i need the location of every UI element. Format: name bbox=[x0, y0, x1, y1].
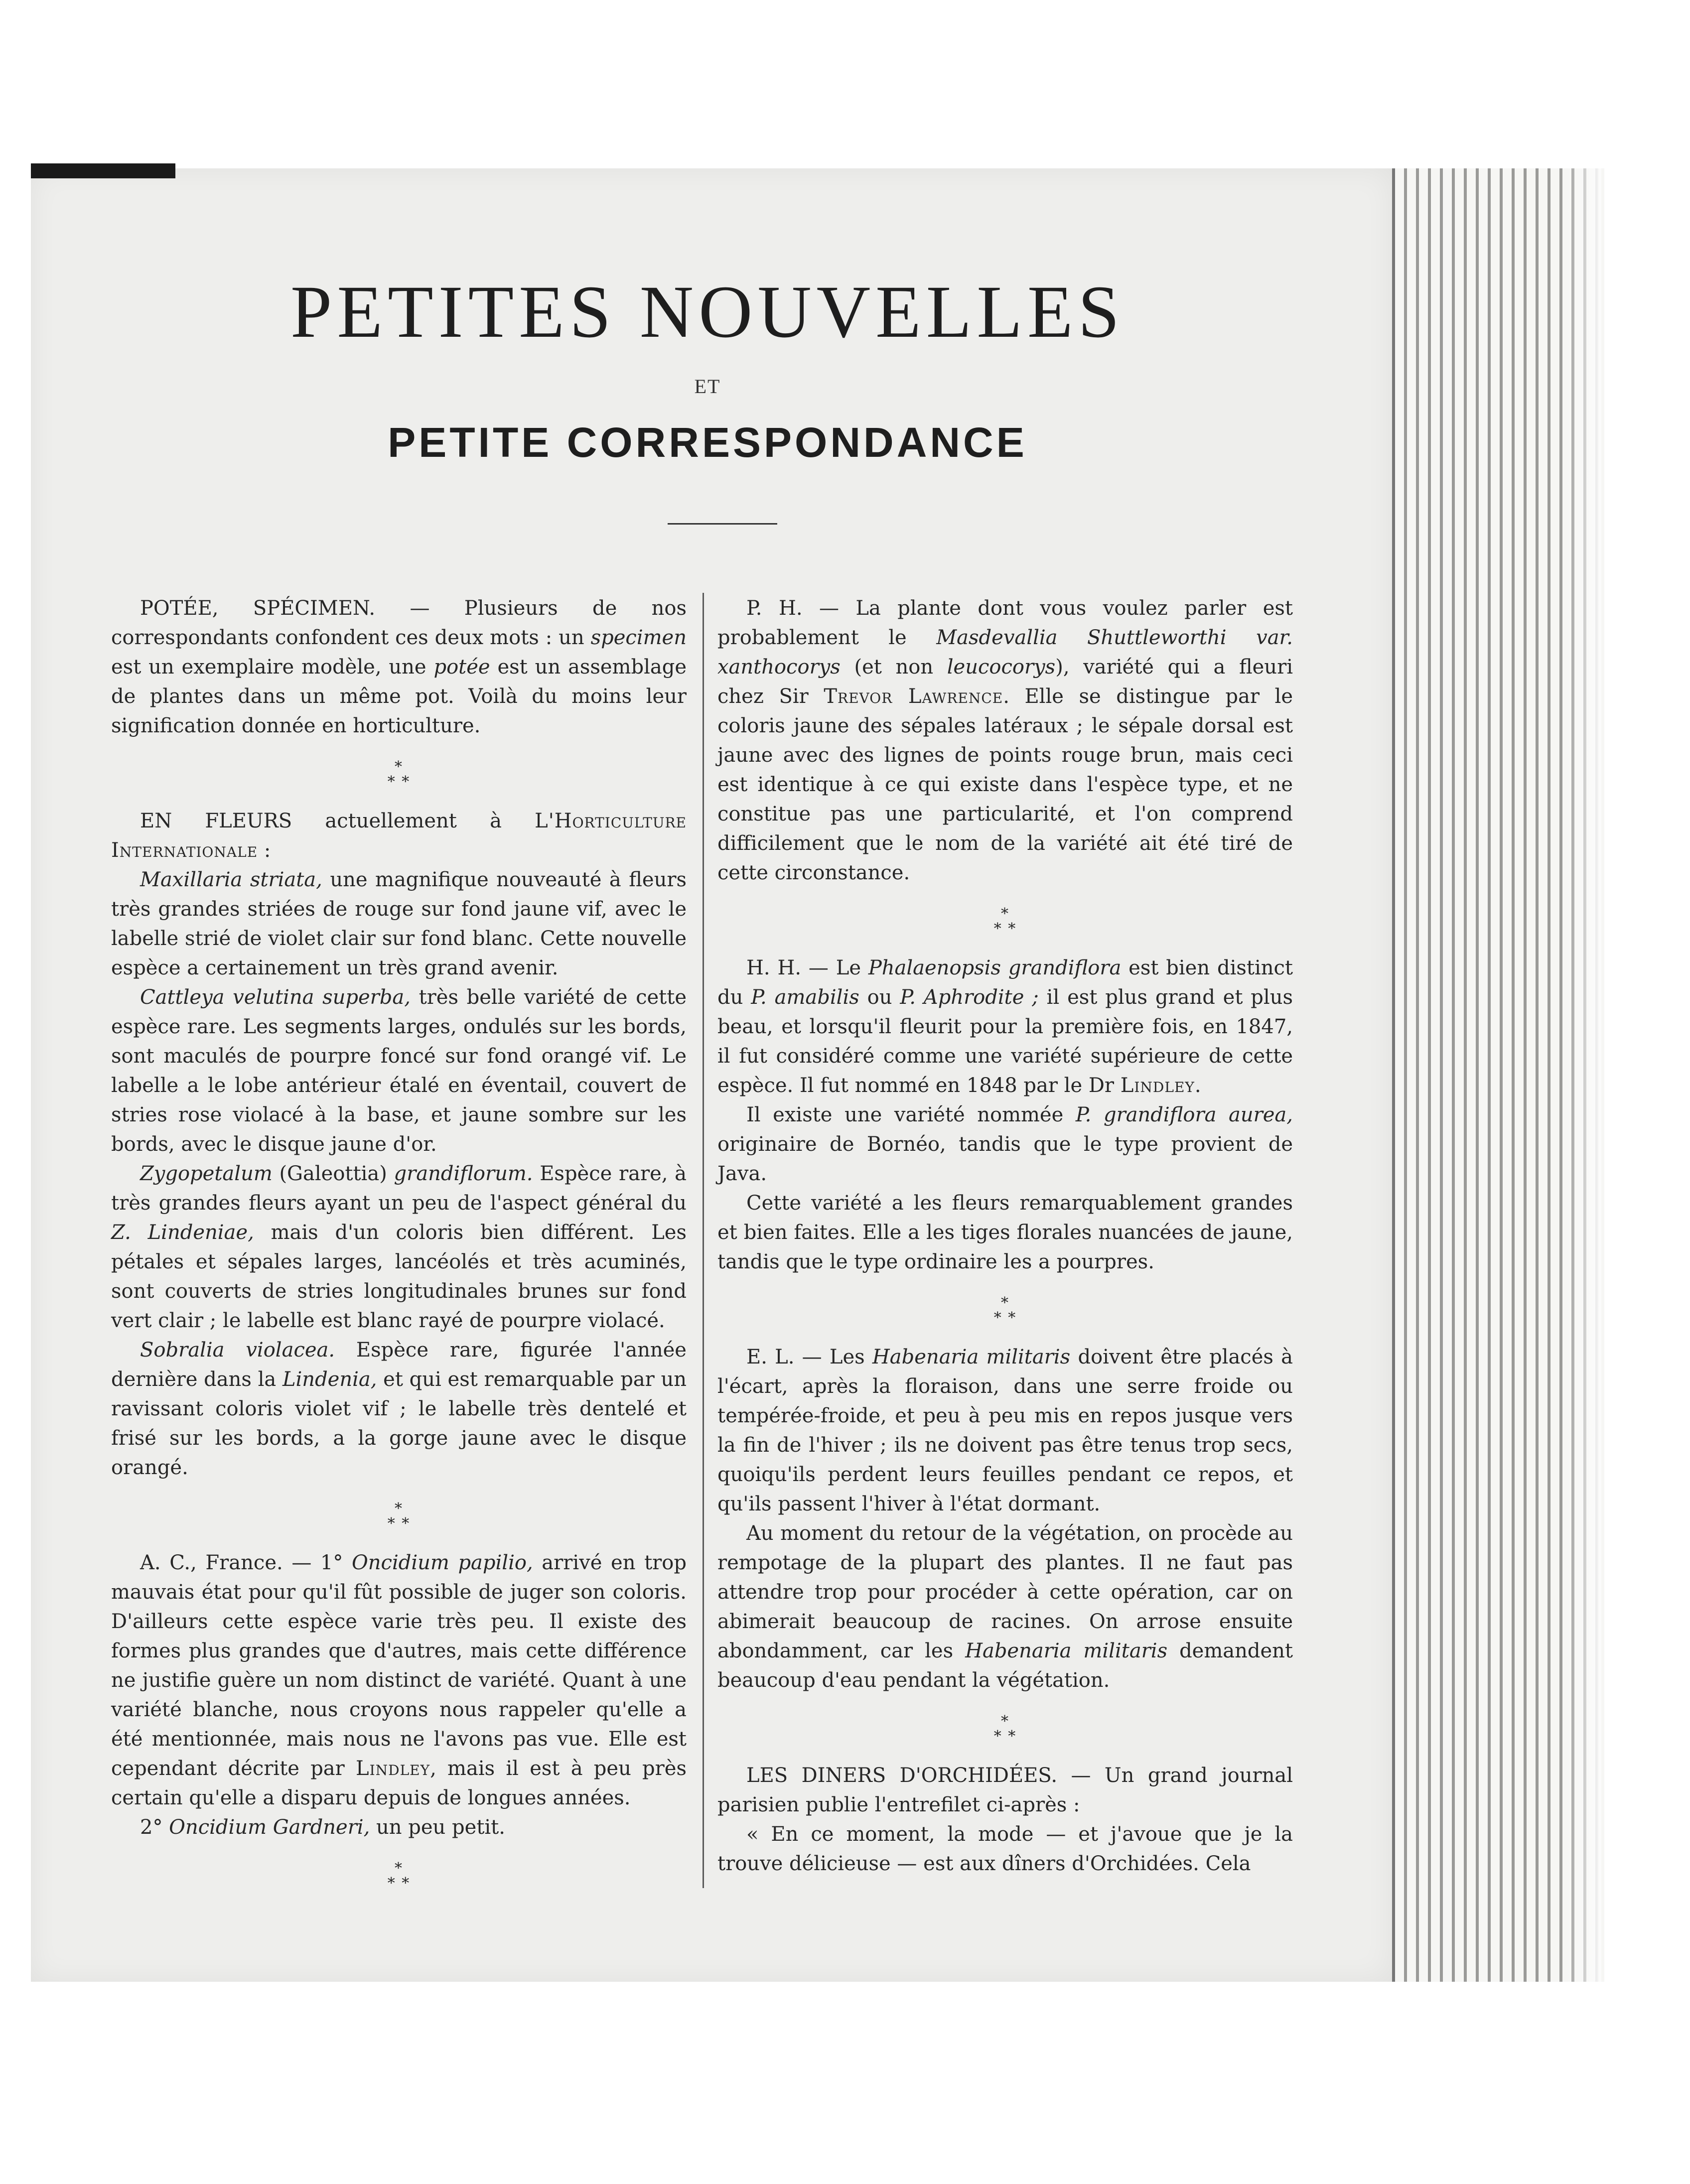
paragraph-ph: P. H. — La plante dont vous voulez parler est probablement le Masdevallia Shuttleworthi var. xanthocorys (et non leucocorys), variété qui a fleuri chez Sir Trevor Lawrence. Elle se distingue par le coloris jaune des sépales latéraux ; le sépale dorsal est jaune avec des lignes de points rouge brun, mais ceci est identique à ce qui existe dans l'espèce type, et ne constitue pas une particularité, et l'on comprend difficilement que le nom de la variété ait été tiré de cette circonstance. bbox=[717, 597, 1293, 884]
paragraph-oncidium-gardneri: 2° Oncidium Gardneri, un peu petit. bbox=[140, 1816, 505, 1839]
left-column bbox=[111, 594, 687, 1908]
paragraph-zygopetalum: Zygopetalum (Galeottia) grandiflorum. Espèce rare, à très grandes fleurs ayant un peu de l'aspect général du Z. Lindeniae, mais d'un coloris bien différent. Les pétales et sépales larges, lancéolés et très acuminés, sont couverts de stries longitudinales brunes sur fond vert clair ; le labelle est blanc rayé de pourpre violacé. bbox=[111, 1162, 687, 1332]
section-separator: * * * bbox=[387, 758, 411, 791]
page-edges-fade bbox=[1564, 168, 1601, 1982]
paragraph-grandiflora-aurea: Il existe une variété nommée P. grandiflora aurea, originaire de Bornéo, tandis que le type provient de Java. bbox=[717, 1103, 1293, 1185]
paragraph-cattleya: Cattleya velutina superba, très belle variété de cette espèce rare. Les segments larges, ondulés sur les bords, sont maculés de pourpre foncé sur fond orangé vif. Le labelle a le lobe antérieur étalé en éventail, couvert de stries rose violacé à la base, et jaune sombre sur les bords, avec le disque jaune d'or. bbox=[111, 986, 687, 1156]
section-separator: * * * bbox=[387, 1500, 411, 1532]
section-separator: * * * bbox=[993, 905, 1017, 938]
section-separator: * * * bbox=[387, 1860, 411, 1892]
paragraph-quote: « En ce moment, la mode — et j'avoue que je la trouve délicieuse — est aux dîners d'Orchidées. Cela bbox=[717, 1823, 1293, 1875]
paragraph-diners: LES DINERS D'ORCHIDÉES. — Un grand journal parisien publie l'entrefilet ci-après : bbox=[717, 1764, 1293, 1816]
paragraph-sobralia: Sobralia violacea. Espèce rare, figurée l'année dernière dans la Lindenia, et qui est remarquable par un ravissant coloris violet vif ; le labelle très dentelé et frisé sur les bords, a la gorge jaune avec le disque orangé. bbox=[111, 1339, 687, 1479]
page-subtitle: PETITE CORRESPONDANCE bbox=[388, 419, 1027, 466]
paragraph-el: E. L. — Les Habenaria militaris doivent être placés à l'écart, après la floraison, dans une serre froide ou tempérée-froide, et peu à peu mis en repos jusque vers la fin de l'hiver ; ils ne doivent pas être tenus trop secs, quoiqu'ils perdent leurs feuilles pendant ce repos, et qu'ils passent l'hiver à l'état dormant. bbox=[717, 1346, 1293, 1515]
title-conjunction: ET bbox=[694, 375, 721, 398]
section-separator: * * * bbox=[993, 1294, 1017, 1327]
paragraph-hh: H. H. — Le Phalaenopsis grandiflora est bien distinct du P. amabilis ou P. Aphrodite ; il est plus grand et plus beau, et lorsqu'il fleurit pour la première fois, en 1847, il fut considéré comme une variété supérieure de cette espèce. Il fut nommé en 1848 par le Dr Lindley. bbox=[717, 956, 1293, 1097]
section-heading-potee: POTÉE, SPÉCIMEN. bbox=[140, 597, 376, 620]
paragraph-rempotage: Au moment du retour de la végétation, on procède au rempotage de la plupart des plantes. Il ne faut pas attendre trop pour procéder à cette opération, car on abimerait beaucoup de racines. On arrose ensuite abondamment, car les Habenaria militaris demandent beaucoup d'eau pendant la végétation. bbox=[717, 1522, 1293, 1692]
paragraph-ac-france: A. C., France. — 1° Oncidium papilio, arrivé en trop mauvais état pour qu'il fût possible de juger son coloris. D'ailleurs cette espèce varie très peu. Il existe des formes plus grandes que d'autres, mais cette différence ne justifie guère un nom distinct de variété. Quant à une variété blanche, nous croyons nous rappeler qu'elle a été mentionnée, mais nous ne l'avons pas vue. Elle est cependant décrite par Lindley, mais il est à peu près certain qu'elle a disparu depuis de longues années. bbox=[111, 1551, 687, 1809]
paragraph-en-fleurs: EN FLEURS actuellement à L'Horticulture Internationale : bbox=[111, 810, 687, 862]
page-top-shadow bbox=[31, 163, 175, 178]
column-divider bbox=[703, 593, 704, 1888]
paragraph-variete-fleurs: Cette variété a les fleurs remarquablement grandes et bien faites. Elle a les tiges florales nuancées de jaune, tandis que le type ordinaire les a pourpres. bbox=[717, 1192, 1293, 1273]
paragraph-potee-specimen: POTÉE, SPÉCIMEN. — Plusieurs de nos correspondants confondent ces deux mots : un specimen est un exemplaire modèle, une potée est un assemblage de plantes dans un même pot. Voilà du moins leur signification donnée en horticulture. bbox=[111, 597, 687, 737]
section-separator: * * * bbox=[993, 1713, 1017, 1745]
right-column bbox=[717, 594, 1293, 1879]
page-title: PETITES NOUVELLES bbox=[290, 271, 1125, 353]
paragraph-maxillaria: Maxillaria striata, une magnifique nouveauté à fleurs très grandes striées de rouge sur fond jaune vif, avec le labelle strié de violet clair sur fond blanc. Cette nouvelle espèce a certainement un très grand avenir. bbox=[111, 868, 687, 979]
title-rule bbox=[668, 523, 777, 525]
